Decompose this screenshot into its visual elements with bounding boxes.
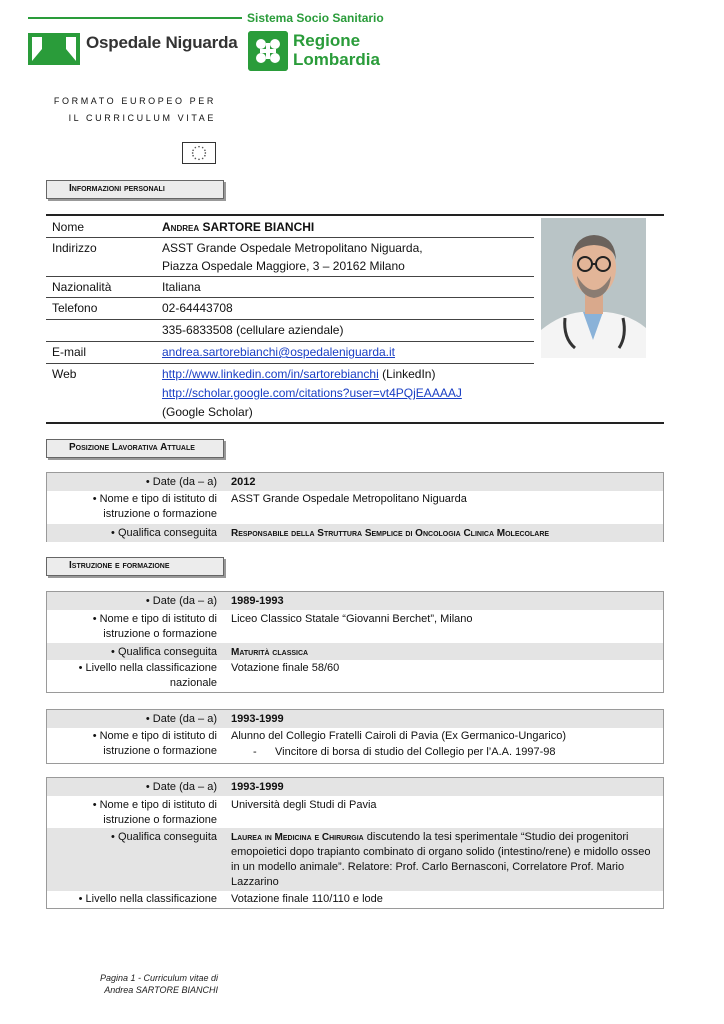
linkedin-link[interactable]: http://www.linkedin.com/in/sartorebianchi: [162, 367, 379, 381]
row-divider: [46, 341, 534, 342]
page-footer: [100, 972, 218, 996]
edu3-qualifica: Laurea in Medicina e Chirurgia discutendo la tesi sperimentale “Studio dei progenitori emopoietici dopo trapianto combinato di organo solido (intestino/rene) e midollo osseo in un modello animale”. Relatore: Prof. Carlo Bernasconi, Correlatore Prof. Mario Lazzarino: [231, 831, 651, 888]
sistema-socio-sanitario-label: Sistema Socio Sanitario: [247, 11, 384, 25]
niguarda-logo-icon: [28, 33, 80, 65]
qualifica-label: • Qualifica conseguita: [111, 527, 217, 539]
row-divider: [46, 297, 534, 298]
current-position-table: [46, 472, 664, 542]
name-label: Nome: [52, 220, 85, 234]
edu2-bullet: - Vincitore di borsa di studio del Collegio per l’A.A. 1997-98: [253, 746, 556, 758]
date-label: • Date (da – a): [145, 595, 217, 607]
footer-line1: Pagina 1 - Curriculum vitae di: [99, 973, 218, 983]
phone-value-2: 335-6833508 (cellulare aziendale): [162, 323, 344, 337]
scholar-suffix: (Google Scholar): [162, 405, 253, 419]
row-divider: [46, 319, 534, 320]
regione-lombardia-logo-icon: [248, 31, 288, 71]
position-institute: ASST Grande Ospedale Metropolitano Niguarda: [231, 493, 467, 505]
edu3-date: 1993-1999: [231, 781, 284, 793]
format-title-line1: FORMATO EUROPEO PER: [53, 96, 216, 106]
edu3-livello: Votazione finale 110/110 e lode: [231, 893, 383, 905]
phone-label: Telefono: [52, 301, 98, 315]
row-divider: [46, 237, 534, 238]
institute-label-2: istruzione o formazione: [103, 745, 217, 757]
email-label: E-mail: [52, 345, 87, 359]
position-qualifica: Responsabile della Struttura Semplice di Oncologia Clinica Molecolare: [231, 528, 550, 539]
section-personal-info: Informazioni personali: [46, 180, 224, 199]
education-table-2: [46, 709, 664, 764]
web-label: Web: [52, 367, 77, 381]
edu3-institute: Università degli Studi di Pavia: [231, 799, 377, 811]
address-label: Indirizzo: [52, 241, 97, 255]
date-label: • Date (da – a): [145, 713, 217, 725]
regione-line2: Lombardia: [293, 50, 380, 69]
ospedale-niguarda-name: Ospedale Niguarda: [86, 33, 238, 52]
profile-photo: [541, 218, 646, 358]
personal-bottom-rule: [46, 422, 664, 424]
scholar-link[interactable]: http://scholar.google.com/citations?user=vt4PQjEAAAAJ: [162, 386, 462, 400]
footer-line2: Andrea SARTORE BIANCHI: [104, 985, 218, 995]
regione-lombardia-name: [293, 31, 380, 69]
header-divider: [28, 17, 242, 19]
eu-flag-icon: [182, 142, 216, 164]
nationality-label: Nazionalità: [52, 280, 112, 294]
institute-label-1: • Nome e tipo di istituto di: [92, 613, 217, 625]
institute-label-1: • Nome e tipo di istituto di: [92, 493, 217, 505]
edu1-date: 1989-1993: [231, 595, 284, 607]
web-line1: http://www.linkedin.com/in/sartorebianchi (LinkedIn): [162, 367, 436, 381]
date-label: • Date (da – a): [145, 476, 217, 488]
phone-value-1: 02-64443708: [162, 301, 233, 315]
address-line2: Piazza Ospedale Maggiore, 3 – 20162 Milano: [162, 259, 405, 273]
section-education: Istruzione e formazione: [46, 557, 224, 576]
nationality-value: Italiana: [162, 280, 201, 294]
edu1-qualifica: Maturità classica: [231, 647, 309, 658]
edu1-institute: Liceo Classico Statale “Giovanni Berchet”, Milano: [231, 613, 473, 625]
livello-label: • Livello nella classificazione: [78, 893, 217, 905]
livello-label-1: • Livello nella classificazione: [78, 662, 217, 674]
row-divider: [46, 363, 534, 364]
avatar: [541, 218, 646, 358]
format-title-line2: IL CURRICULUM VITAE: [68, 113, 216, 123]
name-value: Andrea SARTORE BIANCHI: [162, 220, 315, 234]
institute-label-1: • Nome e tipo di istituto di: [92, 730, 217, 742]
qualifica-label: • Qualifica conseguita: [111, 831, 217, 843]
institute-label-1: • Nome e tipo di istituto di: [92, 799, 217, 811]
edu2-date: 1993-1999: [231, 713, 284, 725]
livello-label-2: nazionale: [169, 677, 217, 689]
row-divider: [46, 276, 534, 277]
education-table-1: [46, 591, 664, 693]
dash-icon: -: [253, 746, 257, 758]
personal-top-rule: [46, 214, 664, 216]
institute-label-2: istruzione o formazione: [103, 814, 217, 826]
regione-line1: Regione: [293, 31, 361, 50]
address-line1: ASST Grande Ospedale Metropolitano Niguarda,: [162, 241, 423, 255]
position-date: 2012: [231, 476, 256, 488]
institute-label-2: istruzione o formazione: [103, 628, 217, 640]
education-table-3: [46, 777, 664, 909]
date-label: • Date (da – a): [145, 781, 217, 793]
section-current-position: Posizione Lavorativa Attuale: [46, 439, 224, 458]
edu2-institute: Alunno del Collegio Fratelli Cairoli di Pavia (Ex Germanico-Ungarico): [231, 730, 567, 742]
edu1-livello: Votazione finale 58/60: [231, 662, 340, 674]
institute-label-2: istruzione o formazione: [103, 508, 217, 520]
qualifica-label: • Qualifica conseguita: [111, 646, 217, 658]
email-link[interactable]: andrea.sartorebianchi@ospedaleniguarda.it: [162, 345, 396, 359]
